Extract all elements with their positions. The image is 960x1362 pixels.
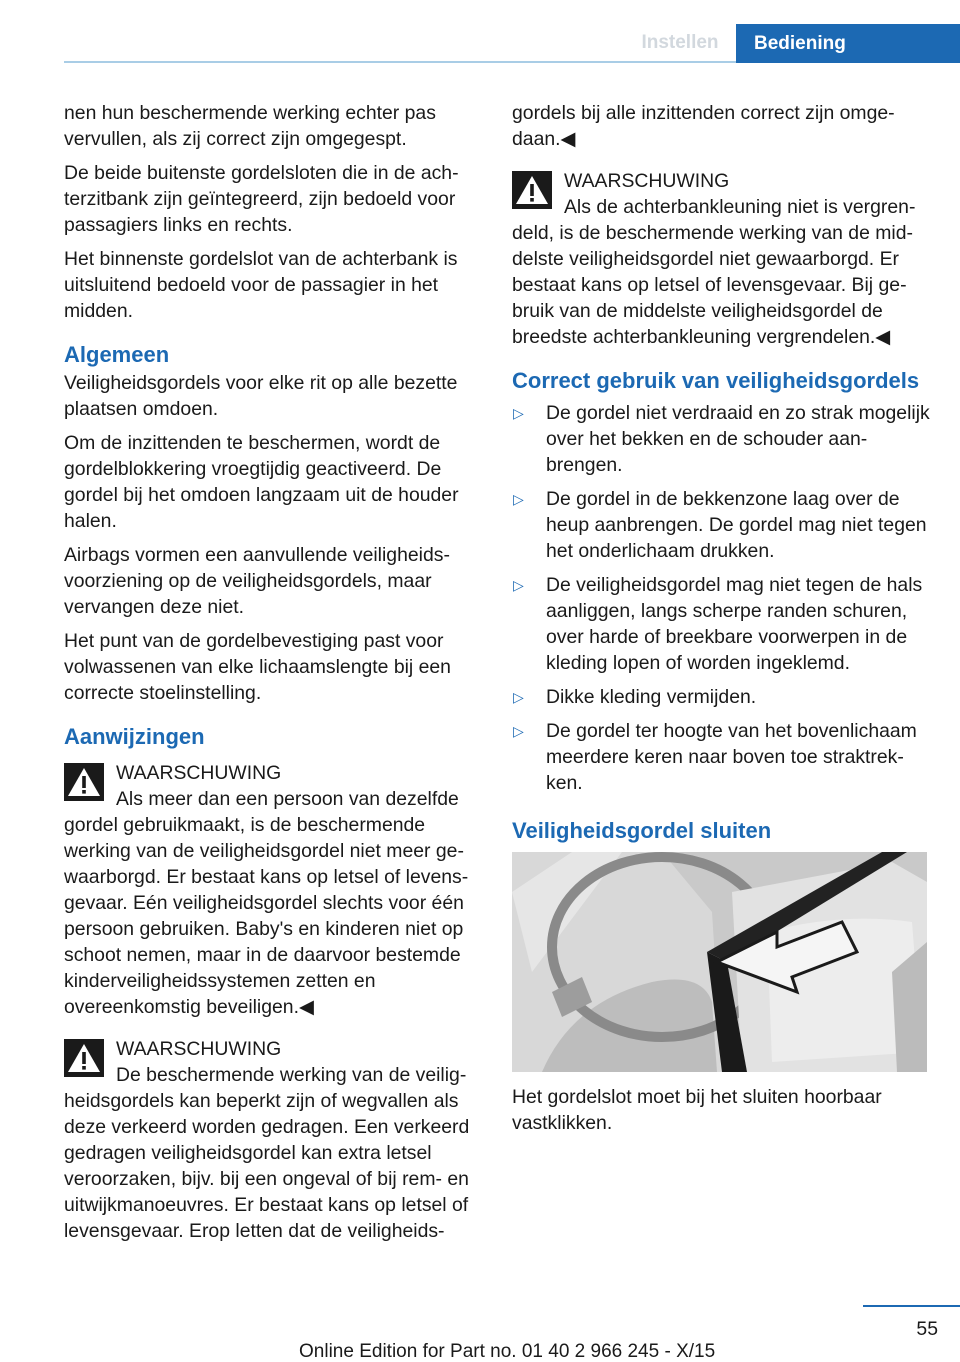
list-item <box>512 400 930 478</box>
paragraph: Om de inzittenden te beschermen, wordt de gordelblokkering vroegtijdig geactiveerd. De gordel bij het omdoen langzaam uit de houder halen. <box>64 432 459 532</box>
warning-text: De beschermende werking van de veiligheidsgordels kan beperkt zijn of wegvallen als deze verkeerd worden gedragen. Een verkeerd gedragen veiligheidsgordel kan extra letsel veroorzaken, bijv. bij een ongeval of bij rem- en uitwijkmanoeuvres. Er bestaat kans op letsel of levensgevaar. Erop letten dat de veiligheids- <box>64 1064 470 1242</box>
tab-bediening[interactable]: Bediening <box>736 24 960 63</box>
warning-triangle-icon <box>64 1039 104 1077</box>
paragraph: Airbags vormen een aanvullende veiligheidsvoorziening op de veiligheidsgordels, maar vervangen deze niet. <box>64 544 450 618</box>
warning-block <box>64 760 482 1020</box>
triangle-bullet-icon: ▷ <box>513 723 524 739</box>
triangle-bullet-icon: ▷ <box>513 491 524 507</box>
warning-text: Als de achterbankleuning niet is vergrendeld, is de beschermende werking van de middelste veiligheidsgordel niet gewaarborgd. Er bestaat kans op letsel of levensgevaar. Bij gebruik van de middelste veiligheidsgordel de breedste achterbankleuning vergrendelen.◀ <box>512 196 916 348</box>
list-item <box>512 486 930 564</box>
warning-triangle-icon <box>512 171 552 209</box>
right-column <box>512 100 930 1144</box>
warning-title: WAARSCHUWING <box>116 762 282 784</box>
list-item-text: De gordel in de bekkenzone laag over de heup aanbrengen. De gordel mag niet tegen het onderlichaam drukken. <box>546 488 927 562</box>
warning-block <box>64 1036 482 1244</box>
heading-algemeen: Algemeen <box>64 342 170 367</box>
triangle-bullet-icon: ▷ <box>513 577 524 593</box>
paragraph: nen hun beschermende werking echter pas vervullen, als zij correct zijn omgegespt. <box>64 102 436 150</box>
heading-aanwijzingen: Aanwijzingen <box>64 724 205 749</box>
left-column <box>64 100 482 1260</box>
list-item-text: De gordel niet verdraaid en zo strak mogelijk over het bekken en de schouder aanbrengen. <box>546 402 930 476</box>
page-number: 55 <box>916 1318 938 1340</box>
warning-title: WAARSCHUWING <box>564 170 730 192</box>
heading-correct-gebruik: Correct gebruik van veiligheidsgordels <box>512 368 920 393</box>
heading-gordel-sluiten: Veiligheidsgordel sluiten <box>512 818 772 843</box>
image-caption: Het gordelslot moet bij het sluiten hoorbaar vastklikken. <box>512 1086 882 1134</box>
warning-title: WAARSCHUWING <box>116 1038 282 1060</box>
paragraph: Veiligheidsgordels voor elke rit op alle bezette plaatsen omdoen. <box>64 372 458 420</box>
list-item-text: Dikke kleding vermijden. <box>546 686 757 708</box>
list-item-text: De veiligheidsgordel mag niet tegen de hals aanliggen, langs scherpe randen schuren, over harde of breekbare voorwerpen in de kleding lopen of worden ingeklemd. <box>546 574 923 674</box>
warning-triangle-icon <box>64 763 104 801</box>
paragraph: Het binnenste gordelslot van de achterbank is uitsluitend bedoeld voor de passagier in het midden. <box>64 248 458 322</box>
footer-divider <box>863 1305 960 1307</box>
tab-instellen[interactable]: Instellen <box>641 31 719 53</box>
triangle-bullet-icon: ▷ <box>513 405 524 421</box>
warning-text: Als meer dan een persoon van dezelfde gordel gebruikmaakt, is de beschermende werking van de veiligheidsgordel niet meer gewaarborgd. Er bestaat kans op letsel of levensgevaar. Eén veiligheidsgordel slechts voor één persoon gebruiken. Baby's en kinderen niet op schoot nemen, maar in de daarvoor bestemde kinderveiligheidssystemen zetten en overeenkomstig beveiligen.◀ <box>64 788 469 1018</box>
seatbelt-illustration <box>512 852 927 1072</box>
list-item <box>512 572 930 676</box>
list-item <box>512 684 930 710</box>
triangle-bullet-icon: ▷ <box>513 689 524 705</box>
paragraph: Het punt van de gordelbevestiging past voor volwassenen van elke lichaamslengte bij een correcte stoelinstelling. <box>64 630 451 704</box>
bullet-list <box>512 400 930 796</box>
paragraph: gordels bij alle inzittenden correct zijn omgedaan.◀ <box>512 102 895 150</box>
list-item <box>512 718 930 796</box>
warning-block <box>512 168 930 350</box>
list-item-text: De gordel ter hoogte van het bovenlichaam meerdere keren naar boven toe straktrekken. <box>546 720 917 794</box>
paragraph: De beide buitenste gordelsloten die in de achterzitbank zijn geïntegreerd, zijn bedoeld voor passagiers links en rechts. <box>64 162 459 236</box>
edition-footer: Online Edition for Part no. 01 40 2 966 245 - X/15 <box>299 1341 716 1362</box>
